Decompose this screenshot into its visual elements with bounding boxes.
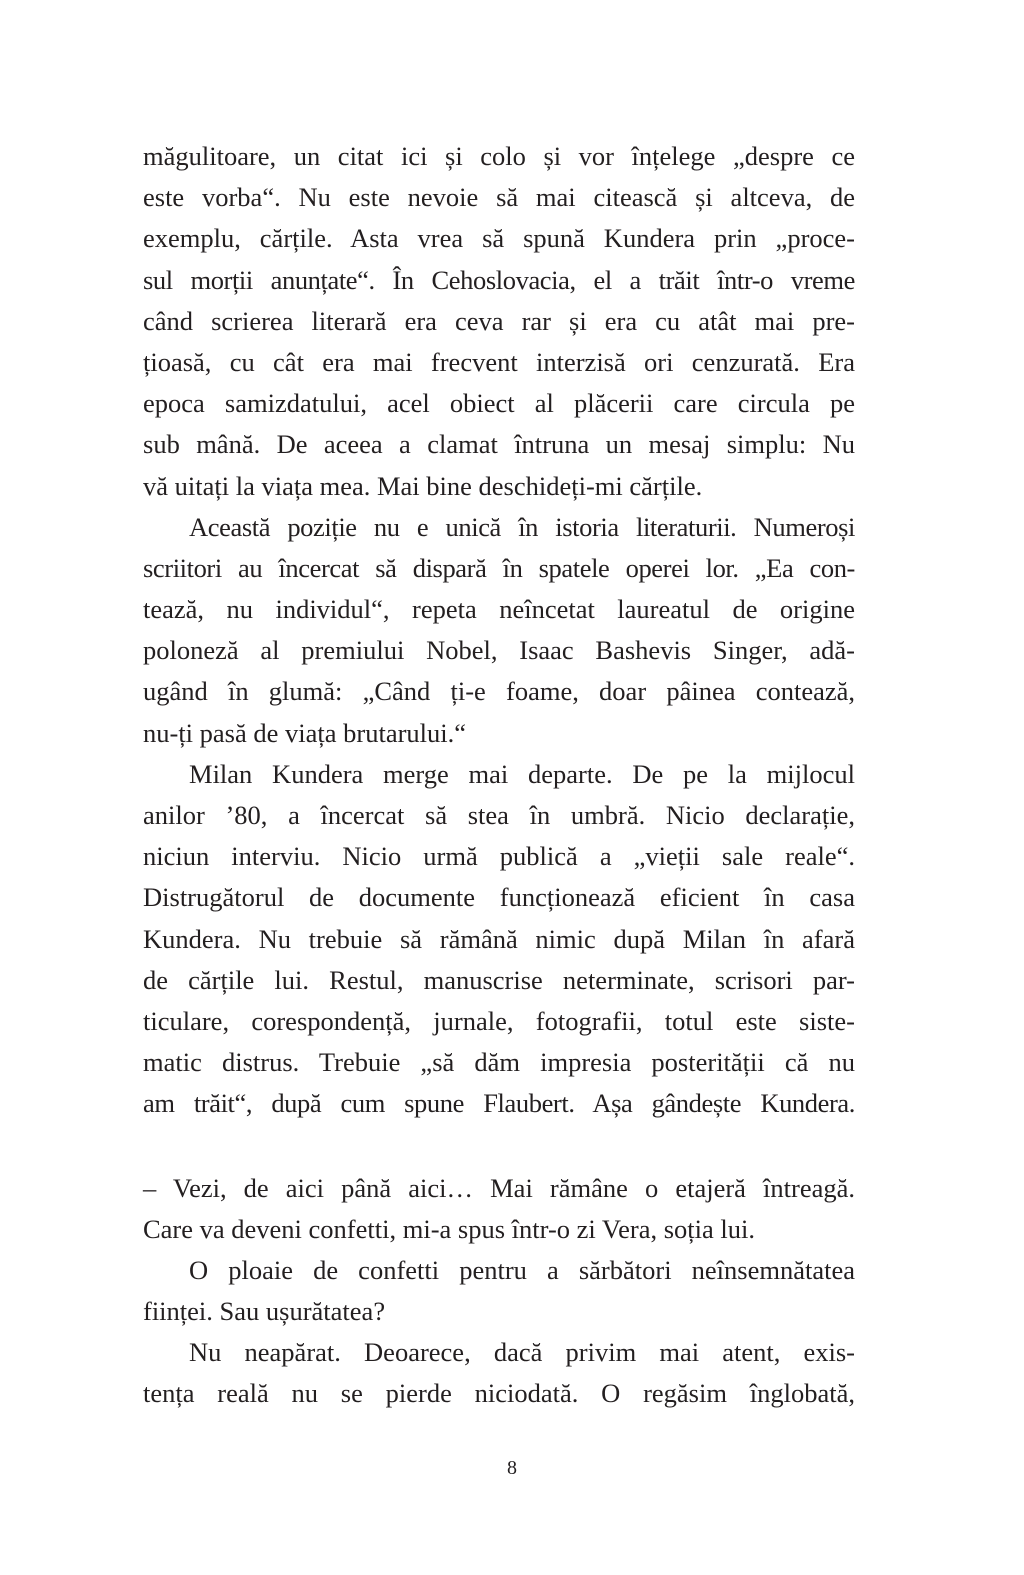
- text-line: nu-ți pasă de viața brutarului.“: [143, 717, 467, 748]
- text-line: țioasă, cu cât era mai frecvent interzisă ori cenzurată. Era: [143, 346, 855, 377]
- text-line: tența reală nu se pierde niciodată. O regăsim înglobată,: [143, 1378, 855, 1409]
- text-line: Această poziție nu e unică în istoria literaturii. Numeroși: [189, 511, 855, 542]
- text-line: Distrugătorul de documente funcționează eficient în casa: [143, 882, 855, 913]
- text-line: poloneză al premiului Nobel, Isaac Bashevis Singer, adă-: [143, 635, 855, 666]
- text-line: epoca samizdatului, acel obiect al plăcerii care circula pe: [143, 388, 855, 419]
- text-line: Nu neapărat. Deoarece, dacă privim mai atent, exis-: [189, 1337, 855, 1368]
- text-line: de cărțile lui. Restul, manuscrise neterminate, scrisori par-: [143, 964, 855, 995]
- text-line: vă uitați la viața mea. Mai bine deschideți-mi cărțile.: [143, 470, 703, 501]
- paragraph: [143, 1250, 855, 1332]
- text-line: O ploaie de confetti pentru a sărbători neînsemnătatea: [189, 1254, 855, 1285]
- book-page-body: [143, 136, 855, 1415]
- text-line: măgulitoare, un citat ici și colo și vor înțelege „despre ce: [143, 141, 855, 171]
- text-line: sul morții anunțate“. În Cehoslovacia, el a trăit într-o vreme: [143, 264, 855, 295]
- text-line: am trăit“, după cum spune Flaubert. Așa gândește Kundera.: [143, 1088, 855, 1119]
- text-line: exemplu, cărțile. Asta vrea să spună Kundera prin „proce-: [143, 223, 855, 254]
- text-line: Kundera. Nu trebuie să rămână nimic după Milan în afară: [143, 923, 855, 954]
- text-line: ființei. Sau ușurătatea?: [143, 1296, 386, 1327]
- text-line: scriitori au încercat să dispară în spatele operei lor. „Ea con-: [143, 552, 855, 583]
- text-line: ugând în glumă: „Când ți-e foame, doar pâinea contează,: [143, 676, 855, 707]
- text-line: – Vezi, de aici până aici… Mai rămâne o etajeră întreagă.: [143, 1172, 855, 1203]
- text-line: tează, nu individul“, repeta neîncetat laureatul de origine: [143, 594, 855, 625]
- text-line: anilor ’80, a încercat să stea în umbră. Nicio declarație,: [143, 800, 855, 830]
- text-line: matic distrus. Trebuie „să dăm impresia posterității că nu: [143, 1047, 855, 1078]
- section-break: [143, 1125, 855, 1168]
- text-line: este vorba“. Nu este nevoie să mai citească și altceva, de: [143, 182, 855, 213]
- paragraph: [143, 136, 855, 507]
- paragraph: [143, 507, 855, 754]
- paragraph: [143, 754, 855, 1125]
- paragraph: [143, 1332, 855, 1414]
- text-line: sub mână. De aceea a clamat întruna un mesaj simplu: Nu: [143, 429, 855, 460]
- page-number: 8: [507, 1457, 517, 1479]
- text-line: ticulare, corespondență, jurnale, fotografii, totul este siste-: [143, 1005, 855, 1036]
- text-line: niciun interviu. Nicio urmă publică a „vieții sale reale“.: [143, 841, 855, 872]
- text-line: Milan Kundera merge mai departe. De pe la mijlocul: [189, 758, 855, 789]
- text-line: când scrierea literară era ceva rar și era cu atât mai pre-: [143, 305, 855, 336]
- dialogue-paragraph: [143, 1168, 855, 1250]
- text-line: Care va deveni confetti, mi-a spus într-o zi Vera, soția lui.: [143, 1213, 755, 1244]
